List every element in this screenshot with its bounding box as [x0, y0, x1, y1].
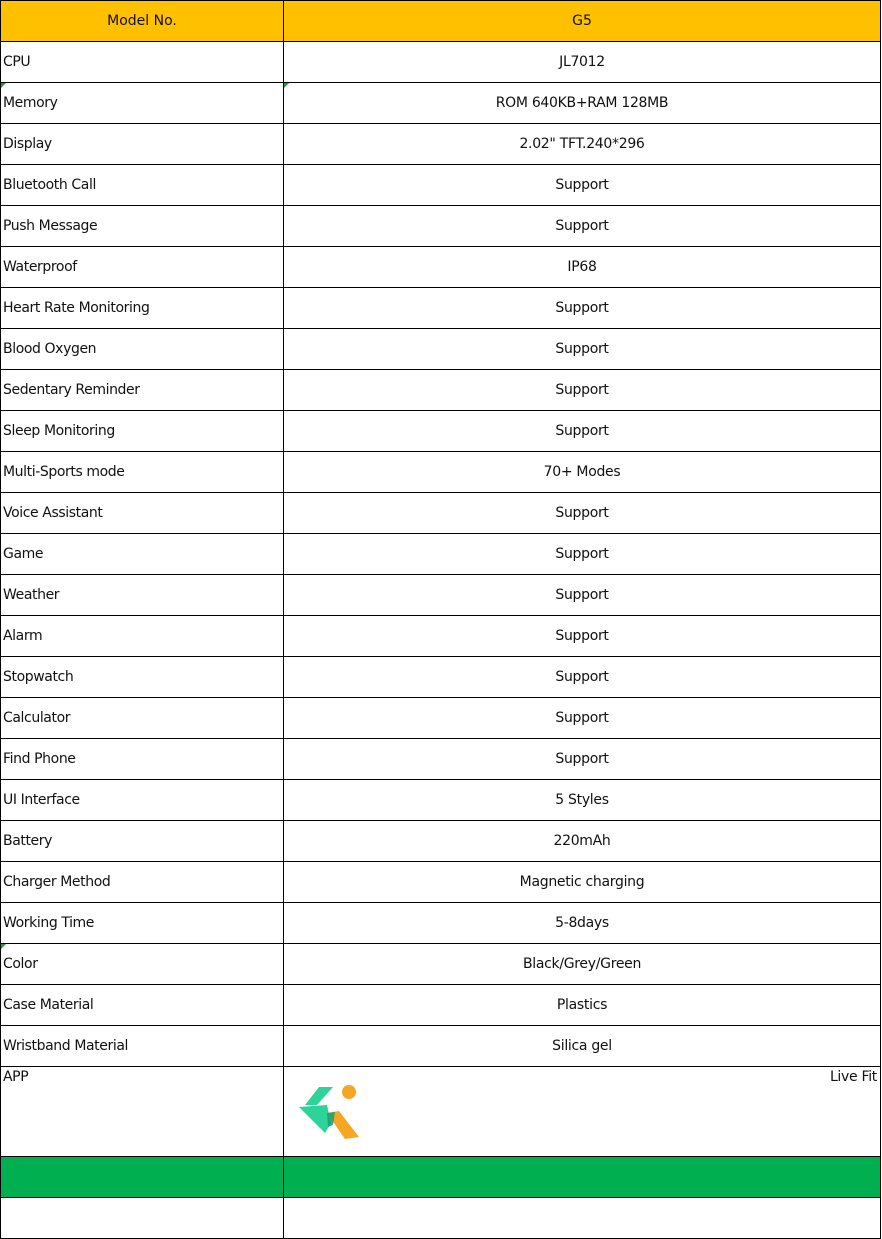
spec-value: 5-8days [284, 903, 881, 944]
spec-label: Find Phone [1, 739, 284, 780]
spec-row-working-time [1, 903, 881, 944]
spec-value: Support [284, 657, 881, 698]
spec-label: Stopwatch [1, 657, 284, 698]
spec-row-game [1, 534, 881, 575]
spec-row-sedentary-reminder [1, 370, 881, 411]
spec-value: Support [284, 616, 881, 657]
header-model-label: Model No. [1, 1, 284, 42]
spec-value: 2.02" TFT.240*296 [284, 124, 881, 165]
spec-label: Multi-Sports mode [1, 452, 284, 493]
spec-value: Support [284, 411, 881, 452]
spec-row-battery [1, 821, 881, 862]
spec-value: IP68 [284, 247, 881, 288]
blank-cell-left [1, 1198, 284, 1239]
spec-label: Heart Rate Monitoring [1, 288, 284, 329]
spec-value: 220mAh [284, 821, 881, 862]
spec-label: Game [1, 534, 284, 575]
spec-label: CPU [1, 42, 284, 83]
spec-row-wristband-material [1, 1026, 881, 1067]
spec-value: Silica gel [284, 1026, 881, 1067]
spec-value: 70+ Modes [284, 452, 881, 493]
spec-label: Working Time [1, 903, 284, 944]
spec-label: Alarm [1, 616, 284, 657]
spec-value: Support [284, 288, 881, 329]
spec-row-voice-assistant [1, 493, 881, 534]
spec-label: Calculator [1, 698, 284, 739]
spec-label: Battery [1, 821, 284, 862]
footer-green-cell-left [1, 1157, 284, 1198]
spec-value: Support [284, 575, 881, 616]
spec-row-find-phone [1, 739, 881, 780]
spec-label: Voice Assistant [1, 493, 284, 534]
spec-row-sleep-monitoring [1, 411, 881, 452]
spec-label: Charger Method [1, 862, 284, 903]
spec-label: Push Message [1, 206, 284, 247]
live-fit-logo-icon [297, 1081, 363, 1147]
spec-label: Blood Oxygen [1, 329, 284, 370]
spec-row-ui-interface [1, 780, 881, 821]
spec-row-charger-method [1, 862, 881, 903]
spec-row-bluetooth-call [1, 165, 881, 206]
spec-value: 5 Styles [284, 780, 881, 821]
spec-row-waterproof [1, 247, 881, 288]
spec-row-app [1, 1067, 881, 1157]
spec-row-case-material [1, 985, 881, 1026]
spec-row-display [1, 124, 881, 165]
spec-label: Wristband Material [1, 1026, 284, 1067]
spec-value: Support [284, 698, 881, 739]
spec-label: Sleep Monitoring [1, 411, 284, 452]
spec-label: Case Material [1, 985, 284, 1026]
blank-cell-right [284, 1198, 881, 1239]
spec-value: Support [284, 370, 881, 411]
spec-value: Support [284, 206, 881, 247]
spec-row-multi-sports [1, 452, 881, 493]
spec-label: Display [1, 124, 284, 165]
spec-label: Color [1, 944, 284, 985]
app-label: APP [1, 1067, 284, 1157]
footer-green-cell-right [284, 1157, 881, 1198]
spec-row-stopwatch [1, 657, 881, 698]
header-model-value: G5 [284, 1, 881, 42]
spec-value: Support [284, 739, 881, 780]
spec-row-blood-oxygen [1, 329, 881, 370]
spec-value: Magnetic charging [284, 862, 881, 903]
spec-value: ROM 640KB+RAM 128MB [284, 83, 881, 124]
spec-row-push-message [1, 206, 881, 247]
spec-row-memory [1, 83, 881, 124]
app-cell [284, 1067, 881, 1157]
spec-label: Weather [1, 575, 284, 616]
spec-label: Memory [1, 83, 284, 124]
spec-row-heart-rate [1, 288, 881, 329]
footer-green-row [1, 1157, 881, 1198]
app-name: Live Fit [829, 1069, 877, 1085]
spec-value: JL7012 [284, 42, 881, 83]
spec-value: Support [284, 329, 881, 370]
spec-row-calculator [1, 698, 881, 739]
spec-value: Support [284, 165, 881, 206]
spec-label: UI Interface [1, 780, 284, 821]
spec-label: Bluetooth Call [1, 165, 284, 206]
spec-label: Waterproof [1, 247, 284, 288]
spec-row-cpu [1, 42, 881, 83]
spec-row-alarm [1, 616, 881, 657]
spec-row-weather [1, 575, 881, 616]
blank-row [1, 1198, 881, 1239]
spec-row-color [1, 944, 881, 985]
spec-value: Support [284, 493, 881, 534]
spec-label: Sedentary Reminder [1, 370, 284, 411]
header-row [1, 1, 881, 42]
spec-value: Plastics [284, 985, 881, 1026]
spec-value: Black/Grey/Green [284, 944, 881, 985]
spec-value: Support [284, 534, 881, 575]
